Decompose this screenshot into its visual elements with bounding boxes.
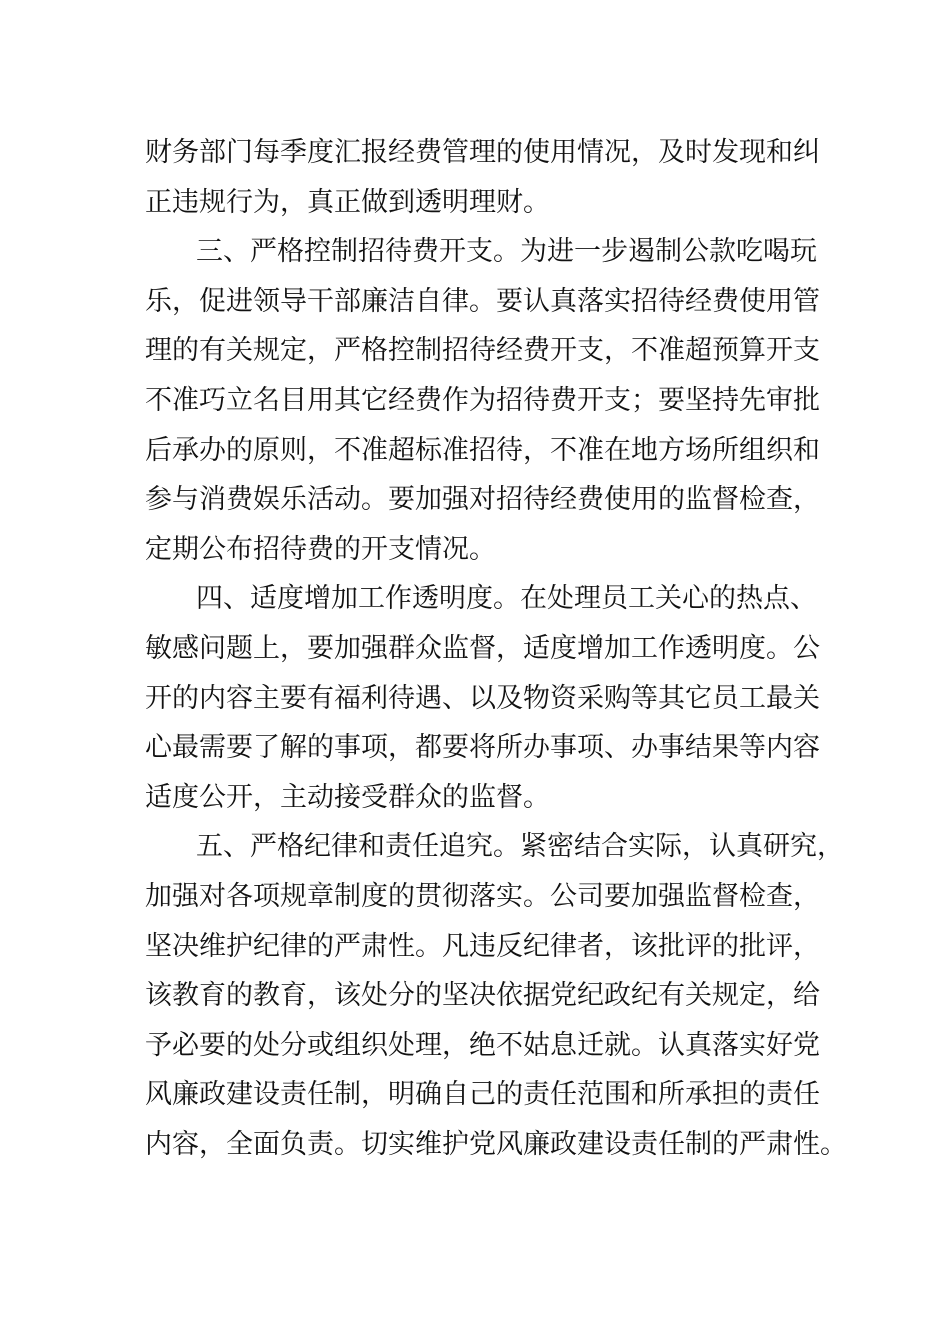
text-line: 乐，促进领导干部廉洁自律。要认真落实招待经费使用管 — [145, 285, 820, 317]
document-body — [145, 128, 847, 1169]
text-line: 财务部门每季度汇报经费管理的使用情况，及时发现和纠 — [145, 137, 820, 168]
text-line: 正违规行为，真正做到透明理财。 — [145, 186, 550, 218]
section-five-heading-line: 五、严格纪律和责任追究。紧密结合实际，认真研究， — [196, 831, 844, 863]
text-line: 敏感问题上，要加强群众监督，适度增加工作透明度。公 — [145, 632, 820, 664]
text-line: 理的有关规定，严格控制招待经费开支，不准超预算开支 — [145, 335, 820, 367]
text-line: 后承办的原则，不准超标准招待，不准在地方场所组织和 — [145, 434, 820, 466]
text-line: 内容，全面负责。切实维护党风廉政建设责任制的严肃性。 — [145, 1128, 847, 1160]
text-line: 心最需要了解的事项，都要将所办事项、办事结果等内容 — [145, 732, 820, 764]
text-line: 适度公开，主动接受群众的监督。 — [145, 781, 550, 813]
text-line: 该教育的教育，该处分的坚决依据党纪政纪有关规定，给 — [145, 980, 820, 1012]
text-line: 不准巧立名目用其它经费作为招待费开支；要坚持先审批 — [145, 384, 820, 416]
section-three-heading-line: 三、严格控制招待费开支。为进一步遏制公款吃喝玩 — [196, 236, 817, 268]
text-line: 予必要的处分或组织处理，绝不姑息迁就。认真落实好党 — [145, 1029, 820, 1061]
section-four-heading-line: 四、适度增加工作透明度。在处理员工关心的热点、 — [196, 583, 817, 615]
text-line: 风廉政建设责任制，明确自己的责任范围和所承担的责任 — [145, 1079, 820, 1111]
text-line: 定期公布招待费的开支情况。 — [145, 533, 496, 565]
text-line: 参与消费娱乐活动。要加强对招待经费使用的监督检查， — [145, 484, 820, 516]
text-line: 加强对各项规章制度的贯彻落实。公司要加强监督检查， — [145, 880, 820, 912]
text-line: 开的内容主要有福利待遇、以及物资采购等其它员工最关 — [145, 682, 820, 714]
text-line: 坚决维护纪律的严肃性。凡违反纪律者，该批评的批评， — [145, 930, 820, 962]
